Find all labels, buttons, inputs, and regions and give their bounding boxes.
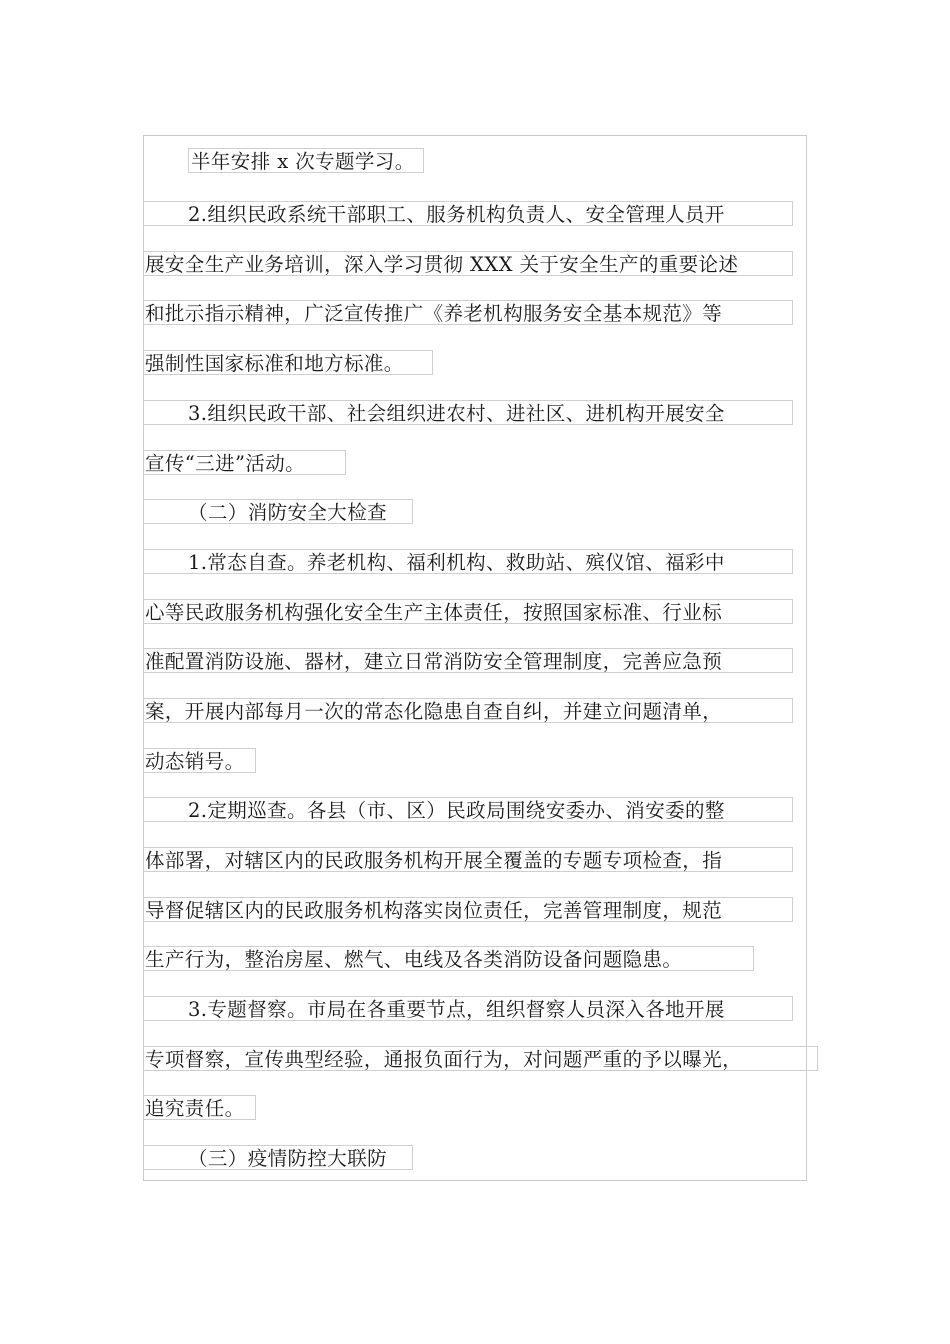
text-line [143, 599, 793, 624]
line-text: 生产行为，整治房屋、燃气、电线及各类消防设备问题隐患。 [145, 948, 683, 971]
line-text: 追究责任。 [145, 1097, 245, 1120]
line-text: 2.组织民政系统干部职工、服务机构负责人、安全管理人员开 [188, 203, 725, 226]
text-line [188, 148, 424, 173]
section-heading [143, 1145, 413, 1170]
line-text: 和批示指示精神，广泛宣传推广《养老机构服务安全基本规范》等 [145, 302, 723, 325]
line-text: 1.常态自查。养老机构、福利机构、救助站、殡仪馆、福彩中 [188, 551, 725, 574]
text-line [143, 1095, 256, 1120]
line-text: 2.定期巡查。各县（市、区）民政局围绕安委办、消安委的整 [188, 799, 725, 822]
text-line [143, 350, 433, 375]
text-line [143, 698, 793, 723]
text-line [143, 201, 793, 226]
text-line [143, 847, 793, 872]
text-line [143, 400, 793, 425]
section-heading [143, 499, 413, 524]
line-text: 动态销号。 [145, 750, 245, 773]
line-text: （三）疫情防控大联防 [188, 1147, 388, 1170]
line-text: 3.组织民政干部、社会组织进农村、进社区、进机构开展安全 [188, 402, 725, 425]
line-text: 体部署，对辖区内的民政服务机构开展全覆盖的专题专项检查，指 [145, 849, 723, 872]
line-text: 半年安排 x 次专题学习。 [191, 150, 415, 173]
text-line [143, 1046, 818, 1071]
line-text: （二）消防安全大检查 [188, 501, 388, 524]
line-text: 3.专题督察。市局在各重要节点，组织督察人员深入各地开展 [188, 998, 725, 1021]
line-text: 展安全生产业务培训，深入学习贯彻 XXX 关于安全生产的重要论述 [145, 253, 739, 276]
text-line [143, 946, 754, 971]
line-text: 心等民政服务机构强化安全生产主体责任，按照国家标准、行业标 [145, 601, 723, 624]
text-line [143, 996, 793, 1021]
text-line [143, 748, 256, 773]
line-text: 导督促辖区内的民政服务机构落实岗位责任，完善管理制度，规范 [145, 899, 723, 922]
line-text: 专项督察，宣传典型经验，通报负面行为，对问题严重的予以曝光， [145, 1048, 743, 1071]
text-line [143, 797, 793, 822]
text-line [143, 300, 793, 325]
text-line [143, 251, 793, 276]
line-text: 准配置消防设施、器材，建立日常消防安全管理制度，完善应急预 [145, 650, 723, 673]
text-line [143, 549, 793, 574]
line-text: 案，开展内部每月一次的常态化隐患自查自纠，并建立问题清单， [145, 700, 723, 723]
line-text: 宣传“三进”活动。 [145, 452, 306, 475]
text-line [143, 897, 793, 922]
line-text: 强制性国家标准和地方标准。 [145, 352, 404, 375]
text-line [143, 450, 346, 475]
text-line [143, 648, 793, 673]
